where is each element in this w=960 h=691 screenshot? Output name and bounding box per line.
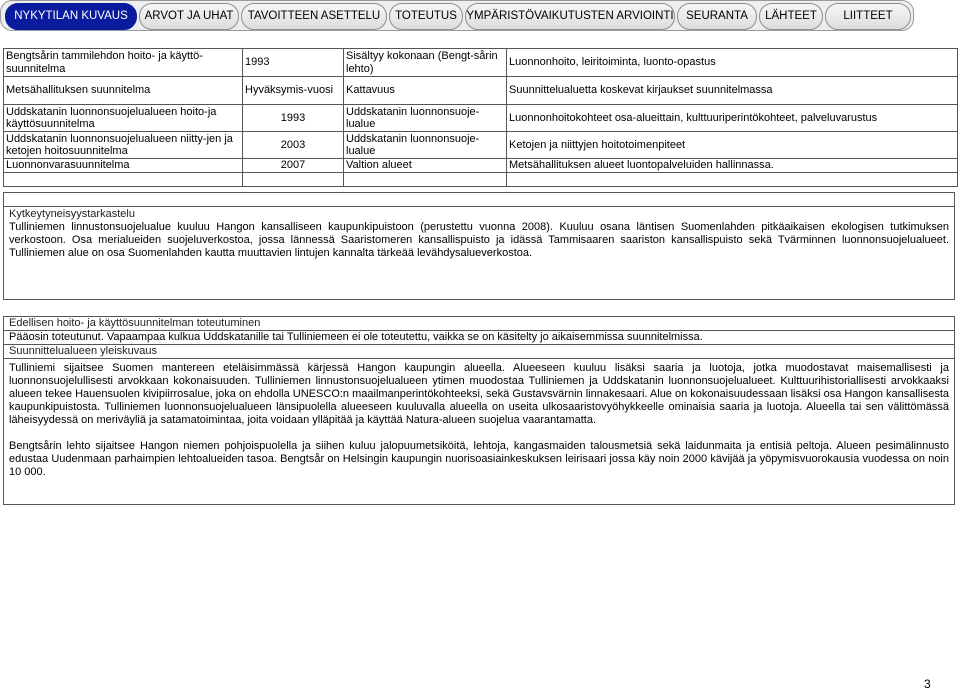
plan-content: Metsähallituksen alueet luontopalveluiden hallinnassa. xyxy=(507,159,958,173)
table-row xyxy=(4,77,958,105)
tab-seuranta[interactable]: SEURANTA xyxy=(677,3,757,30)
plan-content: Suunnittelualuetta koskevat kirjaukset suunnitelmassa xyxy=(507,77,958,105)
description-section xyxy=(3,316,955,505)
plan-content: Luonnonhoito, leiritoiminta, luonto-opastus xyxy=(507,49,958,77)
plan-year: Hyväksymis-vuosi xyxy=(243,77,344,105)
plan-content: Luonnonhoitokohteet osa-alueittain, kulttuuriperintökohteet, palveluvarustus xyxy=(507,105,958,132)
overview-paragraph-1: Tulliniemi sijaitsee Suomen mantereen eteläisimmässä kärjessä Hangon kaupungin alueella. Alueeseen kuuluu lisäksi saaria ja luotoja, jotka muodostavat maisemallisesti ja luonnonsuojelullisesti arvokkaan kokonaisuuden. Tulliniemen linnustonsuojelualueen ytimen muodostaa Tulliniemen ja Uddskatanin luonnonsuojelualueet. Kulttuurihistoriallisesti arvokkaaksi alueen tekee Hauensuolen kivipiirrosalue, joka on ehdolla UNESCO:n maailmanperintökohteeksi, sekä Gustavsvärnin linnakesaari. Alue on kokonaisuudessaan lisäksi osa Hangon kansallisesta kaupunkipuistosta. Tulliniemen luonnonsuojelualueen länsipuolella alueeseen kuuluvalla alueella on useita ulkosaaristovyöhykkeelle ominaisia saaria ja luotoja. Alueella tai sen välittömässä läheisyydessä on meriväyliä ja satamatoimintaa, joita voidaan ylläpitää ja käyttää Natura-alueen suojelua vaarantamatta. xyxy=(9,362,949,426)
connectivity-text: Tulliniemen linnustonsuojelualue kuuluu Hangon kansalliseen kaupunkipuistoon (perustettu vuonna 2008). Kuuluu osana läntisen Suomenlahden pitkäaikaisen ekologisen tutkimuksen verkostoon. Osa merialueiden suojeluverkostoa, jossa lännessä Saaristomeren kansallispuisto ja idässä Tammisaaren saariston kansallispuisto sekä Tvärminnen luonnonsuojelualueet. Tulliniemen alue on osa Suomenlahden kautta muuttavien lintujen kannalta tärkeää levähdysalueverkostoa. xyxy=(9,221,949,259)
plan-name xyxy=(4,173,243,187)
plan-name: Uddskatanin luonnonsuojelualueen niitty-jen ja ketojen hoitosuunnitelma xyxy=(4,132,243,159)
tab-lahteet[interactable]: LÄHTEET xyxy=(759,3,823,30)
plan-scope: Valtion alueet xyxy=(344,159,507,173)
plan-year: 1993 xyxy=(243,105,344,132)
tab-nykytilan-kuvaus[interactable]: NYKYTILAN KUVAUS xyxy=(5,3,137,30)
tab-toteutus[interactable]: TOTEUTUS xyxy=(389,3,463,30)
table-row xyxy=(4,49,958,77)
overview-paragraph-2: Bengtsårin lehto sijaitsee Hangon niemen pohjoispuolella ja siihen kuluu jalopuumetsiköitä, lehtoja, kangasmaiden talousmetsiä sekä laidunmaita ja entisiä peltoja. Alueen pesimälinnusto edustaa Uudenmaan parhaimpien lehtoalueiden tasoa. Bengtsår on Helsingin kaupungin nuorisoasiainkeskuksen leirisaari jossa käy noin 2000 kävijää ja yöpymisvuorokausia vuodessa on noin 10 000. xyxy=(9,440,949,478)
plan-year: 1993 xyxy=(243,49,344,77)
previous-plan-heading: Edellisen hoito- ja käyttösuunnitelman toteutuminen xyxy=(9,317,261,329)
table-row xyxy=(4,159,958,173)
tab-liitteet[interactable]: LIITTEET xyxy=(825,3,911,30)
table-row xyxy=(4,105,958,132)
tab-arvot-ja-uhat[interactable]: ARVOT JA UHAT xyxy=(139,3,239,30)
plan-name: Uddskatanin luonnonsuojelualueen hoito-ja käyttösuunnitelma xyxy=(4,105,243,132)
overview-heading: Suunnittelualueen yleiskuvaus xyxy=(9,345,157,357)
table-row xyxy=(4,132,958,159)
tab-ymparistovaikutusten-arviointi[interactable]: YMPÄRISTÖVAIKUTUSTEN ARVIOINTI xyxy=(465,3,675,30)
plan-scope: Kattavuus xyxy=(344,77,507,105)
previous-plan-text: Pääosin toteutunut. Vapaampaa kulkua Uddskatanille tai Tulliniemeen ei ole toteutettu, vaikka se on käsitelty jo aikaisemmissa suunnitelmissa. xyxy=(9,331,703,343)
plan-name: Metsähallituksen suunnitelma xyxy=(4,77,243,105)
plan-scope: Uddskatanin luonnonsuoje-lualue xyxy=(344,105,507,132)
tab-tavoitteen-asettelu[interactable]: TAVOITTEEN ASETTELU xyxy=(241,3,387,30)
top-navigation xyxy=(0,0,914,31)
plan-name: Bengtsårin tammilehdon hoito- ja käyttö-suunnitelma xyxy=(4,49,243,77)
plan-scope: Uddskatanin luonnonsuoje-lualue xyxy=(344,132,507,159)
plans-table xyxy=(3,48,958,187)
plan-content: Ketojen ja niittyjen hoitotoimenpiteet xyxy=(507,132,958,159)
plan-scope xyxy=(344,173,507,187)
table-row xyxy=(4,173,958,187)
plan-year: 2007 xyxy=(243,159,344,173)
plan-year: 2003 xyxy=(243,132,344,159)
plan-year xyxy=(243,173,344,187)
plan-content xyxy=(507,173,958,187)
page-number: 3 xyxy=(924,677,931,691)
plan-name: Luonnonvarasuunnitelma xyxy=(4,159,243,173)
connectivity-heading: Kytkeytyneisyystarkastelu xyxy=(9,208,135,220)
connectivity-section xyxy=(3,192,955,300)
plan-scope: Sisältyy kokonaan (Bengt-sårin lehto) xyxy=(344,49,507,77)
